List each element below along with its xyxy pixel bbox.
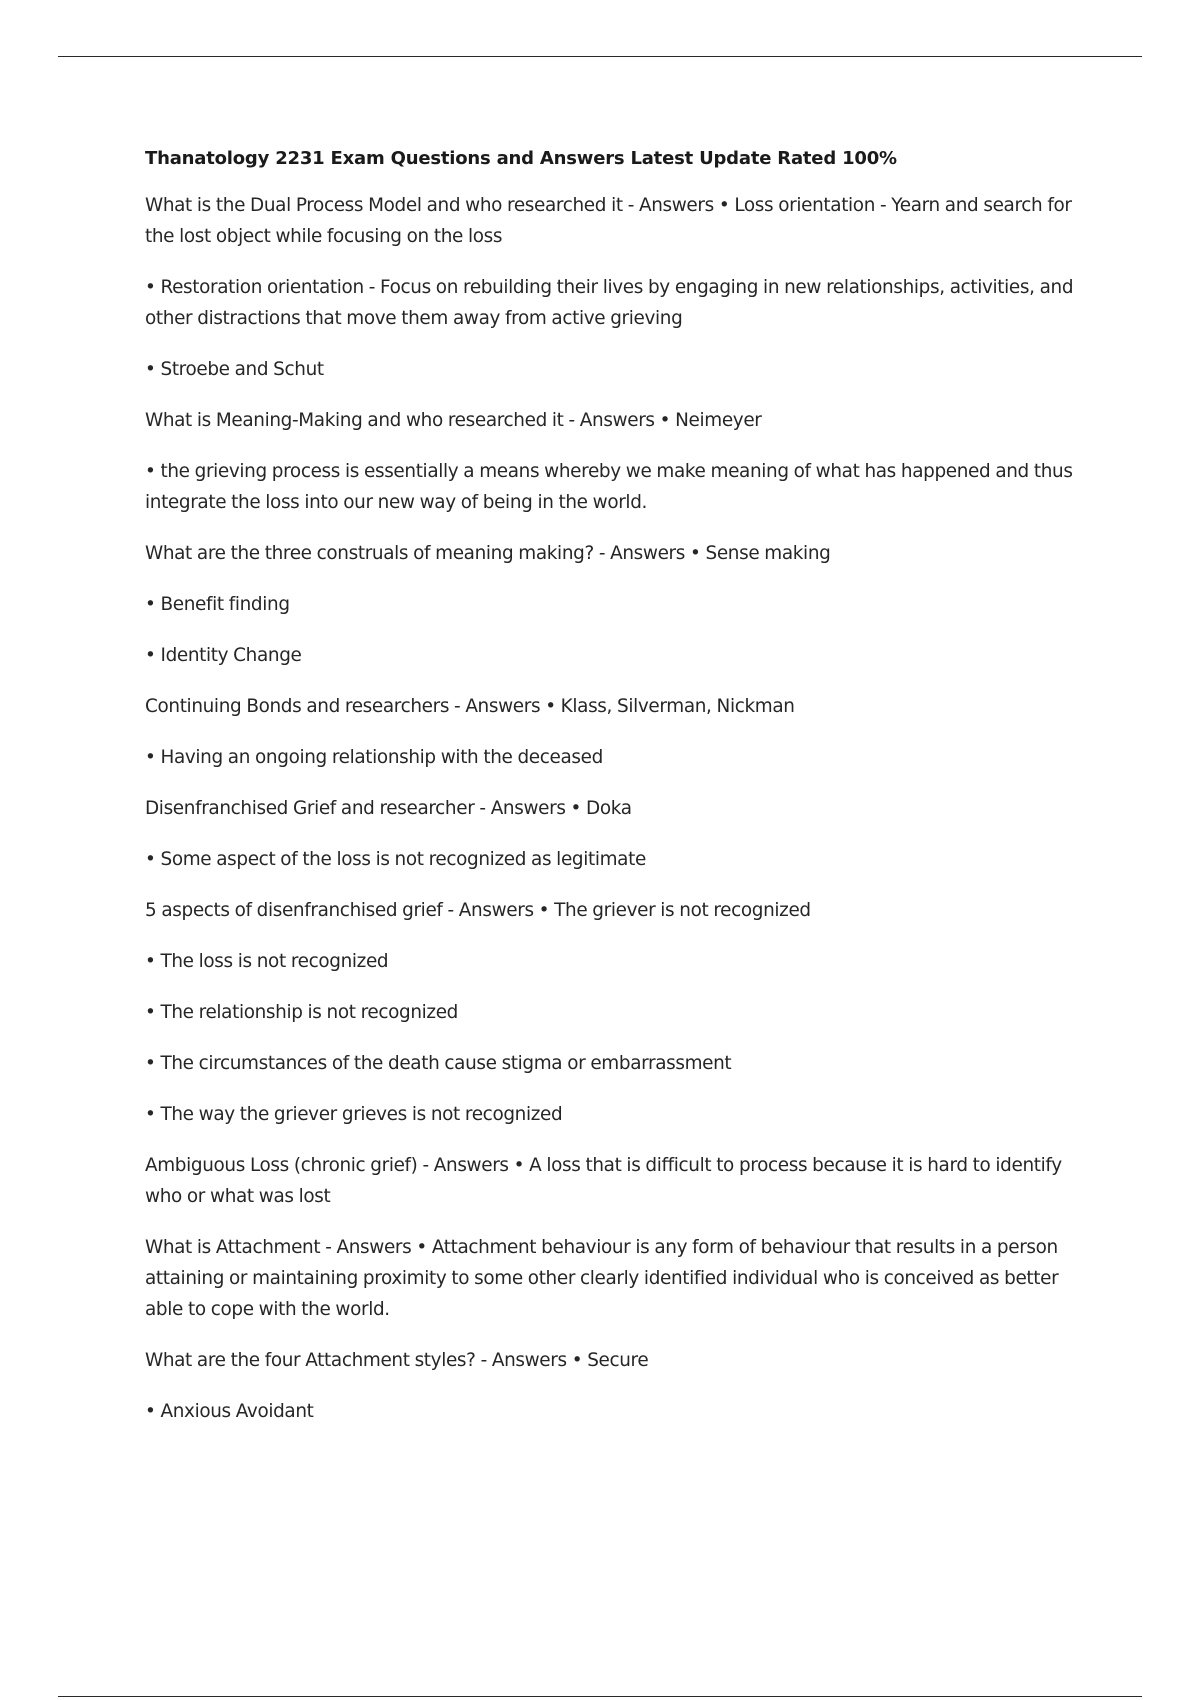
footer-rule [58, 1696, 1142, 1697]
qa-paragraph: • Having an ongoing relationship with the deceased [145, 747, 603, 768]
qa-paragraph: • Benefit finding [145, 594, 290, 615]
qa-paragraph: What is the Dual Process Model and who researched it - Answers • Loss orientation - Yearn and search for the lost object while focusing on the loss [145, 195, 1072, 247]
document-title: Thanatology 2231 Exam Questions and Answers Latest Update Rated 100% [145, 148, 897, 169]
qa-paragraph: What is Meaning-Making and who researched it - Answers • Neimeyer [145, 410, 762, 431]
qa-paragraph: Ambiguous Loss (chronic grief) - Answers • A loss that is difficult to process because it is hard to identify who or what was lost [145, 1155, 1062, 1207]
qa-paragraph: What are the three construals of meaning making? - Answers • Sense making [145, 543, 831, 564]
qa-paragraph: What are the four Attachment styles? - Answers • Secure [145, 1350, 649, 1371]
qa-paragraph: 5 aspects of disenfranchised grief - Answers • The griever is not recognized [145, 900, 811, 921]
qa-paragraph: • Identity Change [145, 645, 302, 666]
qa-paragraph: • The way the griever grieves is not recognized [145, 1104, 563, 1125]
qa-paragraph: • The loss is not recognized [145, 951, 389, 972]
qa-paragraph: What is Attachment - Answers • Attachment behaviour is any form of behaviour that results in a person attaining or maintaining proximity to some other clearly identified individual who is conceived as better able to cope with the world. [145, 1237, 1059, 1320]
qa-paragraph: • the grieving process is essentially a means whereby we make meaning of what has happened and thus integrate the loss into our new way of being in the world. [145, 461, 1073, 513]
qa-paragraph: • Anxious Avoidant [145, 1401, 314, 1422]
qa-paragraph: Continuing Bonds and researchers - Answers • Klass, Silverman, Nickman [145, 696, 795, 717]
qa-paragraph: • Some aspect of the loss is not recognized as legitimate [145, 849, 646, 870]
qa-paragraph: • Stroebe and Schut [145, 359, 324, 380]
document-body [145, 144, 1090, 1447]
qa-paragraph: • Restoration orientation - Focus on rebuilding their lives by engaging in new relationships, activities, and other distractions that move them away from active grieving [145, 277, 1074, 329]
header-rule [58, 56, 1142, 57]
qa-paragraph: Disenfranchised Grief and researcher - Answers • Doka [145, 798, 632, 819]
qa-paragraph: • The relationship is not recognized [145, 1002, 459, 1023]
qa-paragraph: • The circumstances of the death cause stigma or embarrassment [145, 1053, 732, 1074]
